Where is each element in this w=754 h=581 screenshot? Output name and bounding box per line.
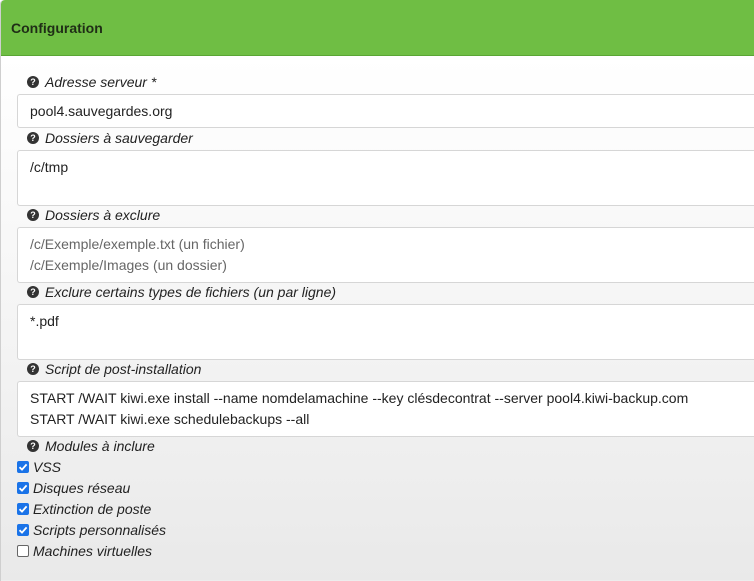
panel-body <box>1 56 754 580</box>
post-install-script-line: START /WAIT kiwi.exe schedulebackups --all <box>30 411 310 427</box>
backup-folders-label <box>27 130 193 146</box>
module-label: VSS <box>33 459 62 475</box>
exclude-folders-textarea[interactable] <box>17 227 754 283</box>
help-icon[interactable]: ? <box>27 76 39 88</box>
exclude-types-label <box>27 284 336 300</box>
exclude-folders-placeholder-line: /c/Exemple/exemple.txt (un fichier) <box>30 236 245 252</box>
help-icon[interactable]: ? <box>27 363 39 375</box>
module-label: Extinction de poste <box>33 501 152 517</box>
help-icon[interactable]: ? <box>27 440 39 452</box>
backup-folders-line: /c/tmp <box>30 159 69 175</box>
exclude-types-line: *.pdf <box>30 313 59 329</box>
server-address-value: pool4.sauvegardes.org <box>30 103 173 119</box>
exclude-folders-placeholder-line: /c/Exemple/Images (un dossier) <box>30 257 227 273</box>
post-install-script-label <box>27 361 201 377</box>
module-label: Machines virtuelles <box>33 543 153 559</box>
panel-title: Configuration <box>11 19 103 36</box>
module-vss[interactable] <box>17 459 61 475</box>
module-shutdown[interactable] <box>17 501 151 517</box>
checkbox-vss[interactable] <box>17 461 29 473</box>
post-install-script-line: START /WAIT kiwi.exe install --name nomdelamachine --key clésdecontrat --server pool4.kiwi-backup.com <box>30 390 689 406</box>
checkmark-icon <box>18 525 28 535</box>
help-icon[interactable]: ? <box>27 286 39 298</box>
backup-folders-textarea[interactable] <box>17 150 754 206</box>
exclude-folders-label-text: Dossiers à exclure <box>45 207 161 223</box>
checkmark-icon <box>18 462 28 472</box>
checkbox-shutdown[interactable] <box>17 503 29 515</box>
module-label: Scripts personnalisés <box>33 522 167 538</box>
help-icon[interactable]: ? <box>27 209 39 221</box>
post-install-script-label-text: Script de post-installation <box>45 361 202 377</box>
modules-label-text: Modules à inclure <box>45 438 155 454</box>
exclude-types-textarea[interactable] <box>17 304 754 360</box>
checkbox-custom-scripts[interactable] <box>17 524 29 536</box>
modules-label <box>27 438 155 454</box>
help-icon[interactable]: ? <box>27 132 39 144</box>
module-virtual-machines[interactable] <box>17 543 152 559</box>
server-address-label-text: Adresse serveur * <box>45 74 157 90</box>
panel-header <box>1 0 754 56</box>
exclude-folders-label <box>27 207 160 223</box>
post-install-script-textarea[interactable] <box>17 381 754 437</box>
backup-folders-label-text: Dossiers à sauvegarder <box>45 130 193 146</box>
module-network-drives[interactable] <box>17 480 130 496</box>
checkbox-network-drives[interactable] <box>17 482 29 494</box>
server-address-input[interactable] <box>17 94 754 128</box>
server-address-label <box>27 74 156 90</box>
module-label: Disques réseau <box>33 480 131 496</box>
module-custom-scripts[interactable] <box>17 522 166 538</box>
exclude-types-label-text: Exclure certains types de fichiers (un par ligne) <box>45 284 337 300</box>
checkbox-virtual-machines[interactable] <box>17 545 29 557</box>
checkmark-icon <box>18 483 28 493</box>
checkmark-icon <box>18 504 28 514</box>
